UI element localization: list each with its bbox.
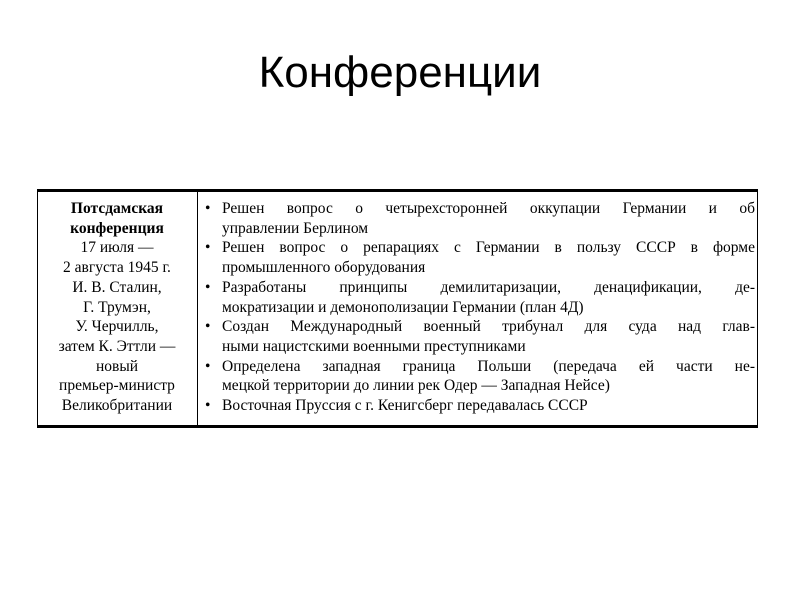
conference-name-line-1: Потсдамская — [70, 200, 164, 217]
bullet-icon: • — [205, 357, 211, 375]
bullet-icon: • — [205, 200, 211, 217]
participant-churchill: У. Черчилль, — [75, 318, 159, 336]
conference-info-cell — [37, 199, 197, 416]
decision-line: мократизации и демонополизации Германии (план 4Д) — [222, 298, 584, 316]
bullet-icon: • — [205, 318, 211, 336]
participant-stalin: И. В. Сталин, — [72, 278, 162, 296]
decision-line: Определена западная граница Польши (передача ей части не- — [222, 357, 755, 375]
conference-dates-end: 2 августа 1945 г. — [63, 259, 171, 277]
conference-name-line-2: конференция — [70, 219, 164, 237]
decision-line: мецкой территории до линии рек Одер — Западная Нейсе) — [222, 377, 610, 395]
participant-truman: Г. Трумэн, — [83, 298, 151, 316]
decision-item — [203, 278, 755, 317]
decision-line: Разработаны принципы демилитаризации, денацификации, де- — [222, 278, 755, 296]
decision-line: промышленного оборудования — [222, 259, 426, 277]
participant-attlee-role-1: новый — [95, 357, 139, 375]
conference-dates-start: 17 июля — — [80, 239, 154, 257]
decision-line: управлении Берлином — [222, 219, 369, 237]
decision-line: Восточная Пруссия с г. Кенигсберг передавалась СССР — [222, 397, 588, 415]
column-divider — [197, 189, 198, 428]
decisions-cell — [203, 199, 755, 416]
bullet-icon: • — [205, 278, 211, 296]
participant-attlee: затем К. Эттли — — [58, 337, 176, 355]
decision-line: Решен вопрос о четырехсторонней оккупации Германии и об — [222, 200, 755, 217]
slide-title: Конференции — [258, 48, 542, 97]
bullet-icon: • — [205, 239, 211, 257]
bullet-icon: • — [205, 397, 211, 415]
decision-line: Решен вопрос о репарациях с Германии в пользу СССР в форме — [222, 239, 755, 257]
decision-item — [203, 396, 755, 416]
decision-item — [203, 357, 755, 396]
participant-attlee-role-2: премьер-министр — [59, 377, 175, 395]
decision-item — [203, 199, 755, 238]
decision-line: ными нацистскими военными преступниками — [222, 337, 526, 355]
decision-item — [203, 317, 755, 356]
decision-item — [203, 238, 755, 277]
participant-attlee-role-3: Великобритании — [61, 397, 173, 415]
decision-line: Создан Международный военный трибунал для суда над глав- — [222, 318, 755, 336]
